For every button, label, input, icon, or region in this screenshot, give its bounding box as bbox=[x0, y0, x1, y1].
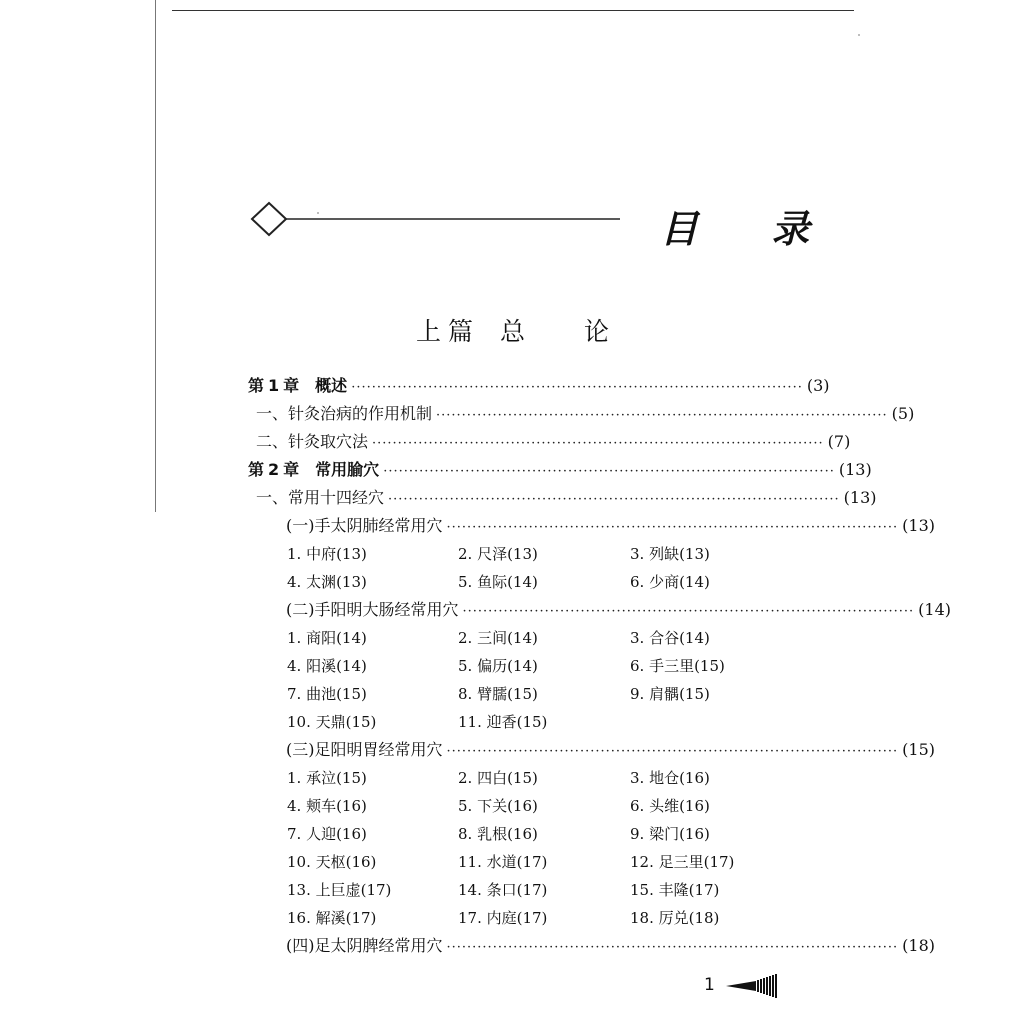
leader-dots: ························································································ bbox=[446, 744, 899, 759]
leader-dots: ························································································ bbox=[446, 940, 899, 955]
acupoint-entry[interactable]: 10. 天鼎(15) bbox=[287, 713, 377, 731]
toc-page-number: (7) bbox=[827, 432, 851, 451]
part-title-char: 总 bbox=[500, 317, 526, 346]
acupoint-entry[interactable]: 3. 合谷(14) bbox=[630, 629, 710, 647]
acupoint-row bbox=[287, 764, 767, 792]
acupoint-entry[interactable]: 7. 曲池(15) bbox=[287, 685, 367, 703]
leader-dots: ························································································ bbox=[436, 408, 888, 423]
part-title-char: 论 bbox=[584, 317, 610, 346]
acupoint-entry[interactable]: 15. 丰隆(17) bbox=[630, 881, 720, 899]
acupoint-entry[interactable]: 4. 颊车(16) bbox=[287, 797, 367, 815]
acupoint-entry[interactable]: 6. 手三里(15) bbox=[630, 657, 725, 675]
acupoint-entry[interactable]: 2. 尺泽(13) bbox=[458, 545, 538, 563]
toc-chapter-label: 第 1 章 概述 bbox=[248, 376, 348, 395]
toc-subsection-label: (一)手太阴肺经常用穴 bbox=[286, 516, 443, 535]
toc-subsection-label: (四)足太阴脾经常用穴 bbox=[286, 936, 443, 955]
acupoint-entry[interactable]: 7. 人迎(16) bbox=[287, 825, 367, 843]
acupoint-entry[interactable]: 16. 解溪(17) bbox=[287, 909, 377, 927]
acupoint-entry[interactable]: 8. 乳根(16) bbox=[458, 825, 538, 843]
acupoint-entry[interactable]: 6. 少商(14) bbox=[630, 573, 710, 591]
toc-chapter-1[interactable] bbox=[248, 372, 830, 400]
toc-page-number: (13) bbox=[838, 460, 872, 479]
part-title-char: 篇 bbox=[448, 317, 474, 346]
acupoint-entry[interactable]: 11. 水道(17) bbox=[458, 853, 548, 871]
scan-speck bbox=[858, 34, 860, 36]
acupoint-row bbox=[287, 904, 767, 932]
toc-subsection[interactable] bbox=[286, 512, 935, 540]
acupoint-entry[interactable]: 5. 下关(16) bbox=[458, 797, 538, 815]
acupoint-row bbox=[287, 540, 767, 568]
acupoint-entry[interactable]: 1. 中府(13) bbox=[287, 545, 367, 563]
acupoint-entry[interactable]: 9. 梁门(16) bbox=[630, 825, 710, 843]
toc-page-number: (3) bbox=[806, 376, 830, 395]
leader-dots: ························································································ bbox=[462, 604, 915, 619]
leader-dots: ························································································ bbox=[372, 436, 824, 451]
acupoint-entry[interactable]: 9. 肩髃(15) bbox=[630, 685, 710, 703]
toc-subsection-label: (二)手阳明大肠经常用穴 bbox=[286, 600, 459, 619]
acupoint-entry[interactable]: 8. 臂臑(15) bbox=[458, 685, 538, 703]
toc-subsection-label: (三)足阳明胃经常用穴 bbox=[286, 740, 443, 759]
acupoint-row bbox=[287, 680, 767, 708]
acupoint-entry[interactable]: 1. 承泣(15) bbox=[287, 769, 367, 787]
toc-page-number: (18) bbox=[902, 936, 935, 955]
toc-page-number: (5) bbox=[891, 404, 915, 423]
leader-dots: ························································································ bbox=[446, 520, 899, 535]
toc-chapter-2[interactable] bbox=[248, 456, 872, 484]
wedge-bars-ornament-icon bbox=[726, 974, 778, 998]
acupoint-row bbox=[287, 568, 767, 596]
top-rule bbox=[172, 10, 854, 11]
toc-subsection[interactable] bbox=[286, 736, 935, 764]
acupoint-entry[interactable]: 14. 条口(17) bbox=[458, 881, 548, 899]
left-margin-rule bbox=[155, 0, 156, 512]
toc-section-label: 一、常用十四经穴 bbox=[256, 488, 385, 507]
part-title bbox=[380, 314, 670, 350]
page-title: 目 录 bbox=[660, 207, 840, 251]
acupoint-row bbox=[287, 624, 767, 652]
toc-page-number: (13) bbox=[902, 516, 935, 535]
acupoint-entry[interactable]: 2. 四白(15) bbox=[458, 769, 538, 787]
acupoint-entry[interactable]: 17. 内庭(17) bbox=[458, 909, 548, 927]
toc-subsection[interactable] bbox=[286, 596, 951, 624]
acupoint-entry[interactable]: 5. 偏历(14) bbox=[458, 657, 538, 675]
toc-page-number: (14) bbox=[918, 600, 951, 619]
acupoint-row bbox=[287, 708, 767, 736]
leader-dots: ························································································ bbox=[383, 464, 835, 479]
toc-section[interactable] bbox=[256, 400, 915, 428]
leader-dots: ························································································ bbox=[388, 492, 840, 507]
acupoint-entry[interactable]: 11. 迎香(15) bbox=[458, 713, 548, 731]
diamond-line-ornament-icon bbox=[250, 200, 622, 238]
toc-chapter-label: 第 2 章 常用腧穴 bbox=[248, 460, 380, 479]
acupoint-row bbox=[287, 820, 767, 848]
acupoint-entry[interactable]: 13. 上巨虚(17) bbox=[287, 881, 392, 899]
acupoint-entry[interactable]: 10. 天枢(16) bbox=[287, 853, 377, 871]
folio-page-number: 1 bbox=[704, 975, 715, 995]
acupoint-entry[interactable]: 2. 三间(14) bbox=[458, 629, 538, 647]
acupoint-row bbox=[287, 792, 767, 820]
acupoint-row bbox=[287, 848, 767, 876]
acupoint-entry[interactable]: 4. 阳溪(14) bbox=[287, 657, 367, 675]
toc-page-number: (13) bbox=[843, 488, 877, 507]
toc-page-number: (15) bbox=[902, 740, 935, 759]
toc-subsection[interactable] bbox=[286, 932, 935, 960]
acupoint-entry[interactable]: 4. 太渊(13) bbox=[287, 573, 367, 591]
toc-section-label: 二、针灸取穴法 bbox=[256, 432, 369, 451]
acupoint-entry[interactable]: 6. 头维(16) bbox=[630, 797, 710, 815]
acupoint-entry[interactable]: 3. 地仓(16) bbox=[630, 769, 710, 787]
part-title-char: 上 bbox=[416, 317, 442, 346]
acupoint-entry[interactable]: 18. 厉兑(18) bbox=[630, 909, 720, 927]
acupoint-row bbox=[287, 652, 767, 680]
acupoint-entry[interactable]: 1. 商阳(14) bbox=[287, 629, 367, 647]
acupoint-entry[interactable]: 12. 足三里(17) bbox=[630, 853, 735, 871]
acupoint-entry[interactable]: 5. 鱼际(14) bbox=[458, 573, 538, 591]
leader-dots: ························································································ bbox=[351, 380, 803, 395]
toc-section-label: 一、针灸治病的作用机制 bbox=[256, 404, 433, 423]
acupoint-row bbox=[287, 876, 767, 904]
toc-section[interactable] bbox=[256, 428, 851, 456]
toc-section[interactable] bbox=[256, 484, 877, 512]
acupoint-entry[interactable]: 3. 列缺(13) bbox=[630, 545, 710, 563]
